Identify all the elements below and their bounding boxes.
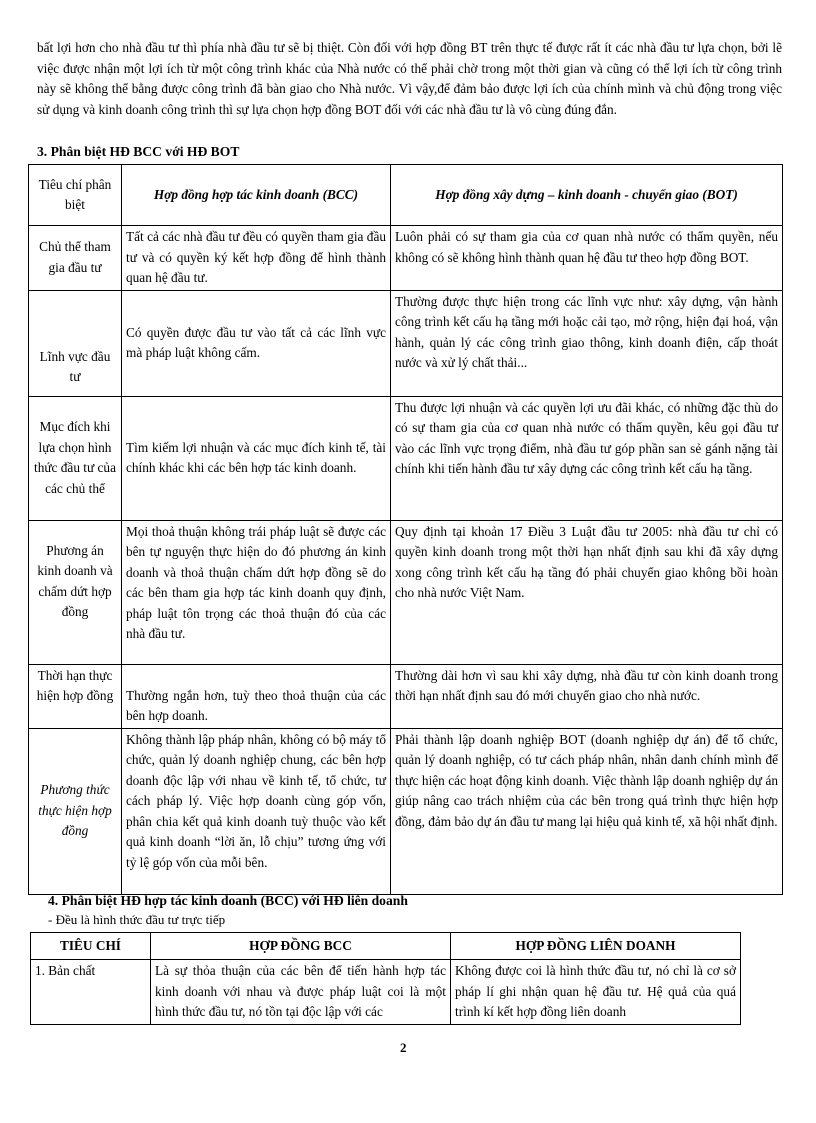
header-criteria: Tiêu chí phân biệt: [29, 165, 122, 226]
bot-cell: Thường được thực hiện trong các lĩnh vực như: xây dựng, vận hành công trình kết cấu hạ tầng mới hoặc cải tạo, mở rộng, hiện đại hoá, vận hành, quản lý các công trình giao thông, kinh doanh điện, cấp thoát nước và xử lý chất thải...: [391, 290, 783, 396]
criteria-cell: Chủ thể tham gia đầu tư: [29, 226, 122, 291]
joint-venture-cell: Không được coi là hình thức đầu tư, nó chỉ là cơ sở pháp lí ghi nhận quan hệ đầu tư. Hệ quả của quá trình kí kết hợp đồng liên doanh: [451, 960, 741, 1025]
bot-cell: Quy định tại khoản 17 Điều 3 Luật đầu tư 2005: nhà đầu tư chỉ có quyền kinh doanh trong một thời hạn nhất định sau khi đã xây dựng xong công trình kết cấu hạ tầng đó phải chuyển giao không bồi hoàn cho nhà nước Việt Nam.: [391, 520, 783, 664]
table-row: [29, 664, 783, 728]
table-row: [29, 396, 783, 520]
bcc-cell: Không thành lập pháp nhân, không có bộ máy tổ chức, quản lý doanh nghiệp chung, các bên hợp doanh độc lập với nhau về kinh tế, tổ chức, tư cách pháp lý. Việc hợp doanh cùng góp vốn, phân chia kết quả kinh doanh tuỳ thuộc vào kết quả kinh doanh “lời ăn, lỗ chịu” tương ứng với tỷ lệ góp vốn của mỗi bên.: [122, 728, 391, 894]
section-4-note: - Đều là hình thức đầu tư trực tiếp: [48, 912, 226, 927]
table-row: [29, 226, 783, 291]
header-bcc: Hợp đồng hợp tác kinh doanh (BCC): [122, 165, 391, 226]
page-number: 2: [400, 1040, 407, 1055]
bcc-cell: Tất cả các nhà đầu tư đều có quyền tham gia đầu tư và có quyền ký kết hợp đồng để hình thành quan hệ đầu tư.: [122, 226, 391, 291]
bcc-cell: Là sự thỏa thuận của các bên để tiến hành hợp tác kinh doanh với nhau và được pháp luật coi là một hình thức đầu tư, nó tồn tại độc lập với các: [151, 960, 451, 1025]
table-row: [31, 960, 741, 1025]
table-row: [29, 520, 783, 664]
criteria-cell: 1. Bản chất: [31, 960, 151, 1025]
header-criteria: TIÊU CHÍ: [31, 933, 151, 960]
bcc-cell: Mọi thoả thuận không trái pháp luật sẽ được các bên tự nguyện thực hiện do đó phương án kinh doanh và thoả thuận chấm dứt hợp đồng sẽ do các bên tham gia hợp tác kinh doanh quy định, pháp luật tôn trọng các thoả thuận đó của các nhà đầu tư.: [122, 520, 391, 664]
table-header-row: [29, 165, 783, 226]
bot-cell: Thu được lợi nhuận và các quyền lợi ưu đãi khác, có những đặc thù do có sự tham gia của cơ quan nhà nước có thẩm quyền, kêu gọi đầu tư vào các lĩnh vực trọng điểm, nhà đầu tư góp phần san sẻ gánh nặng tài chính khi tiến hành đầu tư xây dựng các công trình kết cấu hạ tầng.: [391, 396, 783, 520]
bcc-cell: Thường ngắn hơn, tuỳ theo thoả thuận của các bên hợp doanh.: [122, 664, 391, 728]
criteria-cell: Phương án kinh doanh và chấm dứt hợp đồng: [29, 520, 122, 664]
bot-cell: Phải thành lập doanh nghiệp BOT (doanh nghiệp dự án) để tổ chức, quản lý doanh nghiệp, có tư cách pháp nhân, nhân danh chính mình để thực hiện các hoạt động kinh doanh. Việc thành lập doanh nghiệp dự án giúp nâng cao trách nhiệm của các bên trong quá trình thực hiện hợp đồng, đảm bảo dự án đầu tư mang lại hiệu quả kinh tế, xã hội nhất định.: [391, 728, 783, 894]
header-bcc: HỢP ĐỒNG BCC: [151, 933, 451, 960]
table-row: [29, 290, 783, 396]
bot-cell: Thường dài hơn vì sau khi xây dựng, nhà đầu tư còn kinh doanh trong thời hạn nhất định sau đó mới chuyển giao cho nhà nước.: [391, 664, 783, 728]
table-row: [29, 728, 783, 894]
table-header-row: [31, 933, 741, 960]
bcc-cell: Tìm kiếm lợi nhuận và các mục đích kinh tế, tài chính khác khi các bên hợp tác kinh doanh.: [122, 396, 391, 520]
section-3-heading: 3. Phân biệt HĐ BCC với HĐ BOT: [37, 144, 240, 159]
criteria-cell: Thời hạn thực hiện hợp đồng: [29, 664, 122, 728]
criteria-cell: Phương thức thực hiện hợp đồng: [29, 728, 122, 894]
bcc-vs-bot-table: [28, 164, 783, 895]
bcc-cell: Có quyền được đầu tư vào tất cả các lĩnh vực mà pháp luật không cấm.: [122, 290, 391, 396]
criteria-cell: Mục đích khi lựa chọn hình thức đầu tư của các chủ thể: [29, 396, 122, 520]
bot-cell: Luôn phải có sự tham gia của cơ quan nhà nước có thẩm quyền, nếu không có sẽ không hình thành quan hệ đầu tư theo hợp đồng BOT.: [391, 226, 783, 291]
intro-paragraph: bất lợi hơn cho nhà đầu tư thì phía nhà đầu tư sẽ bị thiệt. Còn đối với hợp đồng BT trên thực tế được rất ít các nhà đầu tư lựa chọn, bởi lẽ việc được nhận một lợi ích từ một công trình khác của Nhà nước có thể phải chờ trong một thời gian và cũng có thể lợi ích từ công trình này sẽ không thể bằng được công trình đã bàn giao cho Nhà nước. Vì vậy,để đảm bảo được lợi ích của chính mình và chủ động trong việc sử dụng và kinh doanh công trình thì sự lựa chọn hợp đồng BOT đối với các nhà đầu tư là vô cùng đúng đắn.: [37, 40, 782, 117]
header-joint-venture: HỢP ĐỒNG LIÊN DOANH: [451, 933, 741, 960]
section-4-heading: 4. Phân biệt HĐ hợp tác kinh doanh (BCC) với HĐ liên doanh: [48, 893, 408, 908]
bcc-vs-joint-venture-table: [30, 932, 741, 1025]
header-bot: Hợp đồng xây dựng – kinh doanh - chuyển giao (BOT): [391, 165, 783, 226]
criteria-cell: Lĩnh vực đầu tư: [29, 290, 122, 396]
